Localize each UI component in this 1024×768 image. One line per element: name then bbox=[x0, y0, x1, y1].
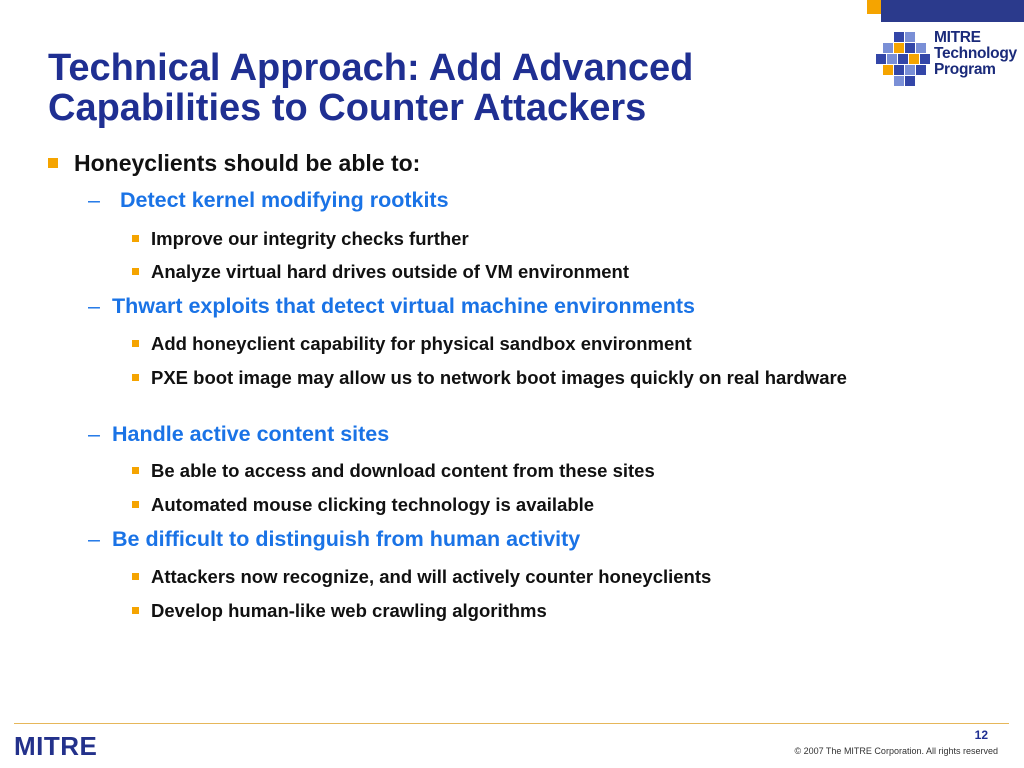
title-line-1: Technical Approach: Add Advanced bbox=[48, 47, 694, 89]
slide-title bbox=[48, 48, 848, 128]
logo-line-2: Technology bbox=[934, 45, 1017, 62]
copyright-notice: © 2007 The MITRE Corporation. All rights reserved bbox=[794, 746, 998, 756]
item-text: Automated mouse clicking technology is available bbox=[151, 494, 595, 515]
subpoint-1-text: Detect kernel modifying rootkits bbox=[120, 188, 449, 212]
corner-accent-blue bbox=[881, 0, 1024, 22]
subpoint-3-text: Handle active content sites bbox=[112, 422, 390, 446]
logo-line-1: MITRE bbox=[934, 29, 981, 46]
item-text: Be able to access and download content from these sites bbox=[151, 460, 655, 481]
mitre-footer-logo: MITRE bbox=[14, 731, 98, 761]
subpoint-4-text: Be difficult to distinguish from human activity bbox=[112, 527, 581, 551]
item-text: Improve our integrity checks further bbox=[151, 228, 469, 249]
logo-line-3: Program bbox=[934, 61, 996, 78]
square-bullet-icon bbox=[132, 235, 139, 242]
page-number: 12 bbox=[974, 728, 988, 742]
title-line-2: Capabilities to Counter Attackers bbox=[48, 87, 647, 129]
dash-bullet-icon: – bbox=[88, 188, 100, 212]
item-text: Add honeyclient capability for physical sandbox environment bbox=[151, 333, 692, 354]
logo-text bbox=[934, 30, 1017, 78]
item-text: Develop human-like web crawling algorithms bbox=[151, 600, 547, 621]
corner-accent-orange bbox=[867, 0, 881, 14]
item-text: Attackers now recognize, and will actively counter honeyclients bbox=[151, 566, 712, 587]
square-bullet-icon bbox=[132, 340, 139, 347]
main-bullet-text: Honeyclients should be able to: bbox=[74, 150, 421, 176]
square-bullet-icon bbox=[132, 467, 139, 474]
dash-bullet-icon: – bbox=[88, 294, 100, 318]
footer-divider bbox=[14, 723, 1009, 724]
square-bullet-icon bbox=[132, 501, 139, 508]
square-bullet-icon bbox=[132, 268, 139, 275]
dash-bullet-icon: – bbox=[88, 422, 100, 446]
subpoint-2-text: Thwart exploits that detect virtual machine environments bbox=[112, 294, 696, 318]
cube-mark-icon bbox=[872, 28, 934, 90]
square-bullet-icon bbox=[132, 374, 139, 381]
square-bullet-icon bbox=[132, 573, 139, 580]
square-bullet-icon bbox=[132, 607, 139, 614]
item-text: Analyze virtual hard drives outside of VM environment bbox=[151, 261, 630, 282]
mitre-technology-program-logo bbox=[872, 28, 1022, 92]
item-text: PXE boot image may allow us to network boot images quickly on real hardware bbox=[151, 367, 847, 388]
square-bullet-icon bbox=[48, 158, 58, 168]
dash-bullet-icon: – bbox=[88, 527, 100, 551]
